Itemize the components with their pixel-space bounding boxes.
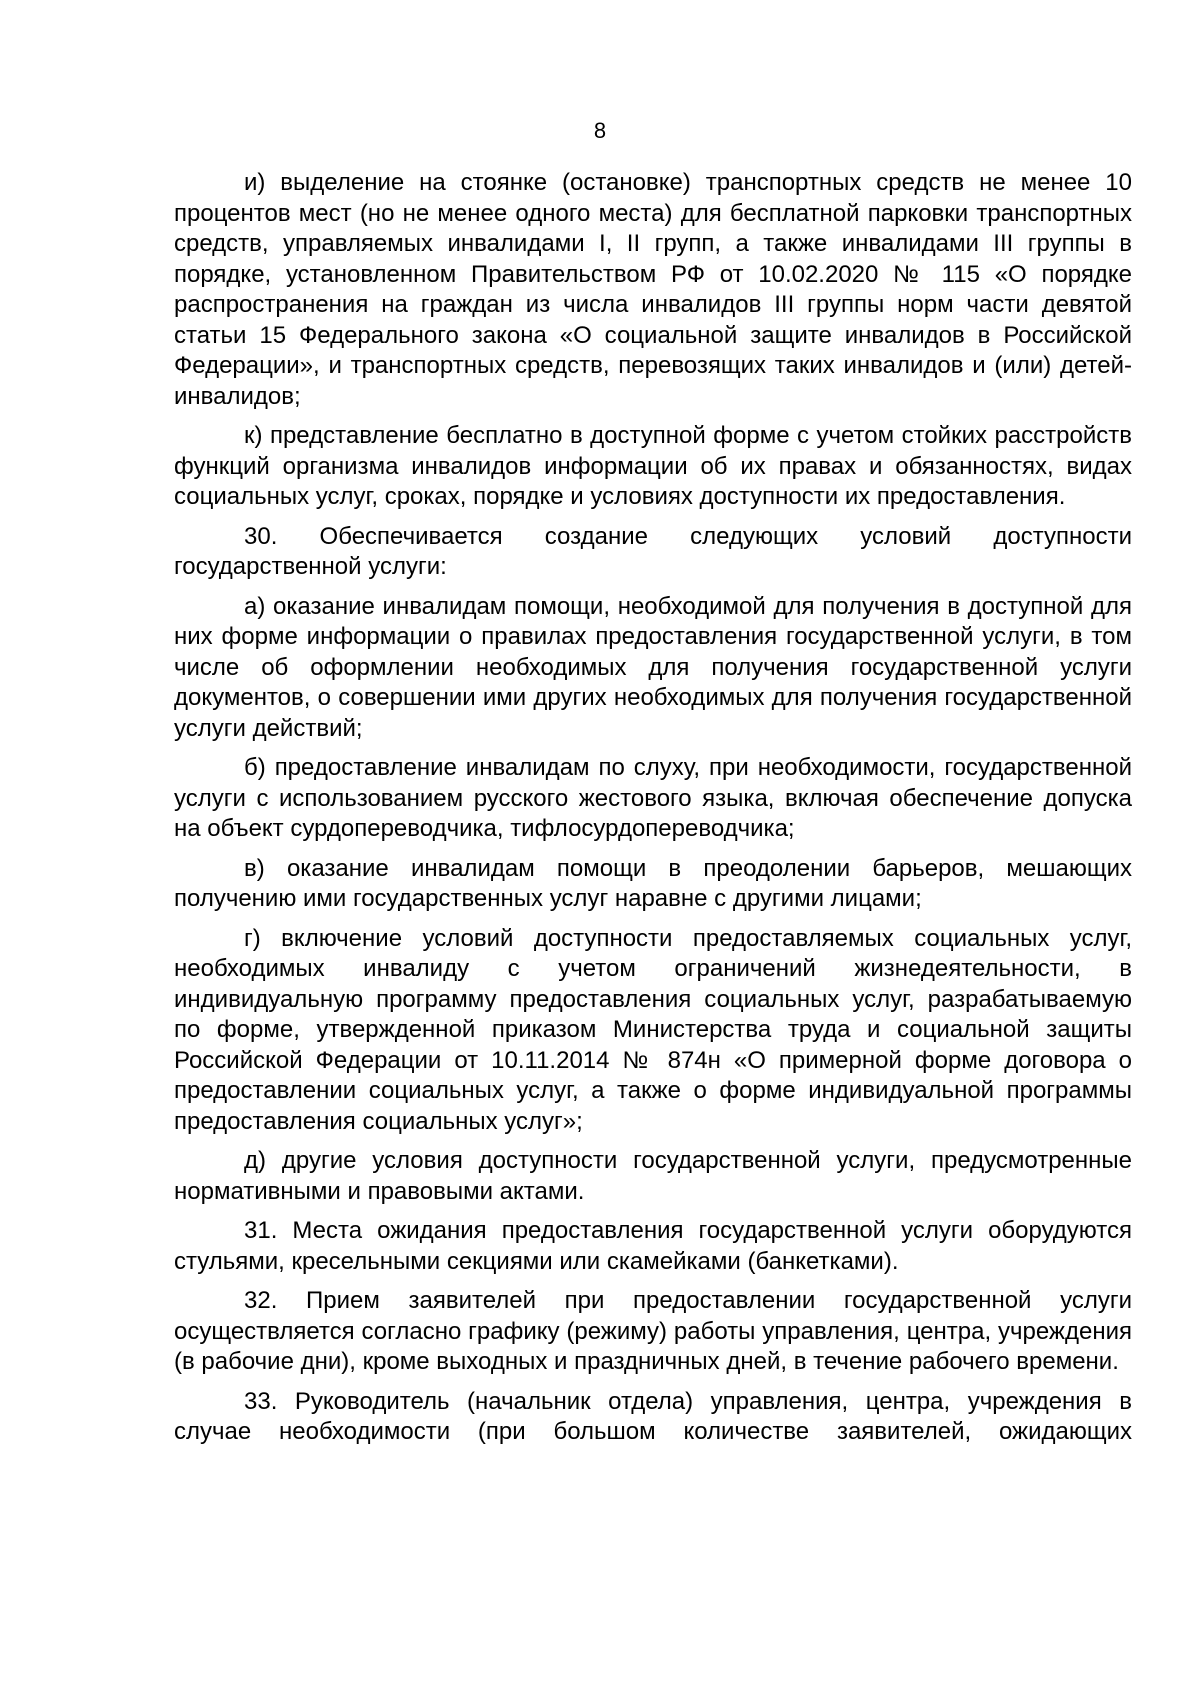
paragraph-item-a: а) оказание инвалидам помощи, необходимой для получения в доступной для них форме информации о правилах предоставления государственной услуги, в том числе об оформлении необходимых для получения государственной услуги документов, о совершении ими других необходимых для получения государственной услуги действий; <box>174 592 1132 742</box>
paragraph-33: 33. Руководитель (начальник отдела) управления, центра, учреждения в случае необходимости (при большом количестве заявителей, ожидающих <box>174 1387 1132 1445</box>
paragraph-item-b: б) предоставление инвалидам по слуху, при необходимости, государственной услуги с использованием русского жестового языка, включая обеспечение допуска на объект сурдопереводчика, тифлосурдопереводчика; <box>174 754 1132 842</box>
paragraph-32: 32. Прием заявителей при предоставлении государственной услуги осуществляется согласно графику (режиму) работы управления, центра, учреждения (в рабочие дни), кроме выходных и праздничных дней, в течение рабочего времени. <box>174 1287 1132 1375</box>
document-body <box>174 168 1132 1448</box>
paragraph-item-k: к) представление бесплатно в доступной форме с учетом стойких расстройств функций организма инвалидов информации об их правах и обязанностях, видах социальных услуг, сроках, порядке и условиях доступности их предоставления. <box>174 422 1132 510</box>
page-number: 8 <box>593 118 607 143</box>
paragraph-item-i: и) выделение на стоянке (остановке) транспортных средств не менее 10 процентов мест (но не менее одного места) для бесплатной парковки транспортных средств, управляемых инвалидами I, II групп, а также инвалидами III группы в порядке, установленном Правительством РФ от 10.02.2020 № 115 «О порядке распространения на граждан из числа инвалидов III группы норм части девятой статьи 15 Федерального закона «О социальной защите инвалидов в Российской Федерации», и транспортных средств, перевозящих таких инвалидов и (или) детей-инвалидов; <box>174 169 1132 410</box>
paragraph-30: 30. Обеспечивается создание следующих условий доступности государственной услуги: <box>174 522 1132 580</box>
paragraph-31: 31. Места ожидания предоставления государственной услуги оборудуются стульями, кресельными секциями или скамейками (банкетками). <box>174 1217 1132 1275</box>
paragraph-item-d: д) другие условия доступности государственной услуги, предусмотренные нормативными и правовыми актами. <box>174 1147 1132 1205</box>
paragraph-item-v: в) оказание инвалидам помощи в преодолении барьеров, мешающих получению ими государственных услуг наравне с другими лицами; <box>174 854 1132 912</box>
paragraph-item-g: г) включение условий доступности предоставляемых социальных услуг, необходимых инвалиду с учетом ограничений жизнедеятельности, в индивидуальную программу предоставления социальных услуг, разрабатываемую по форме, утвержденной приказом Министерства труда и социальной защиты Российской Федерации от 10.11.2014 № 874н «О примерной форме договора о предоставлении социальных услуг, а также о форме индивидуальной программы предоставления социальных услуг»; <box>174 924 1132 1135</box>
